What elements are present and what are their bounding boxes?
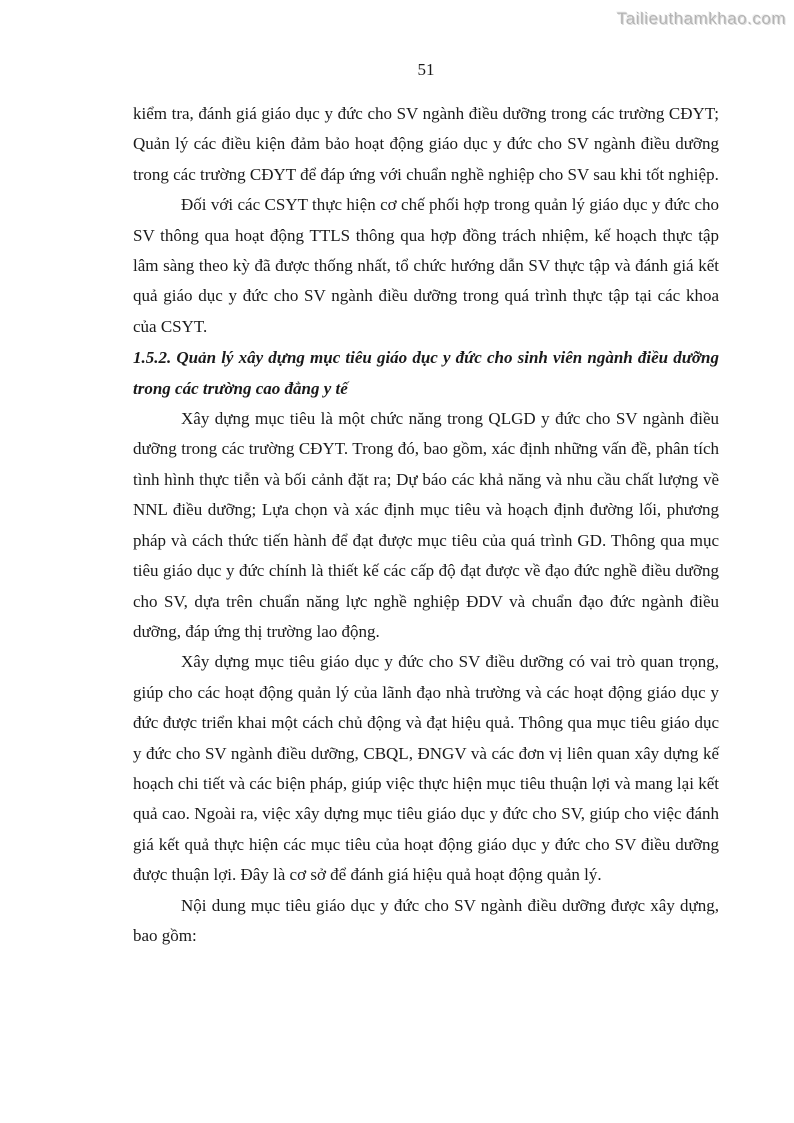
paragraph-csyt-coordination: Đối với các CSYT thực hiện cơ chế phối hợp trong quản lý giáo dục y đức cho SV thông qua hoạt động TTLS thông qua hợp đồng trách nhiệm, kế hoạch thực tập lâm sàng theo kỳ đã được thống nhất, tổ chức hướng dẫn SV thực tập và đánh giá kết quả giáo dục y đức cho SV ngành điều dưỡng trong quá trình thực tập tại các khoa của CSYT.: [133, 195, 719, 336]
paragraph-objective-function: Xây dựng mục tiêu là một chức năng trong QLGD y đức cho SV ngành điều dưỡng trong các trường CĐYT. Trong đó, bao gồm, xác định những vấn đề, phân tích tình hình thực tiễn và bối cảnh đặt ra; Dự báo các khả năng và nhu cầu chất lượng về NNL điều dưỡng; Lựa chọn và xác định mục tiêu và hoạch định đường lối, phương pháp và cách thức tiến hành để đạt được mục tiêu của quá trình GD. Thông qua mục tiêu giáo dục y đức chính là thiết kế các cấp độ đạt được về đạo đức nghề điều dưỡng cho SV, dựa trên chuẩn năng lực nghề nghiệp ĐDV và chuẩn đạo đức ngành điều dưỡng, đáp ứng thị trường lao động.: [133, 409, 719, 641]
paragraph-continuation: kiểm tra, đánh giá giáo dục y đức cho SV ngành điều dưỡng trong các trường CĐYT; Quản lý các điều kiện đảm bảo hoạt động giáo dục y đức cho SV ngành điều dưỡng trong các trường CĐYT để đáp ứng với chuẩn nghề nghiệp cho SV sau khi tốt nghiệp.: [133, 104, 719, 184]
paragraph-objective-role: Xây dựng mục tiêu giáo dục y đức cho SV điều dưỡng có vai trò quan trọng, giúp cho các hoạt động quản lý của lãnh đạo nhà trường và các hoạt động giáo dục y đức được triển khai một cách chủ động và đạt hiệu quả. Thông qua mục tiêu giáo dục y đức cho SV ngành điều dưỡng, CBQL, ĐNGV và các đơn vị liên quan xây dựng kế hoạch chi tiết và các biện pháp, giúp việc thực hiện mục tiêu thuận lợi và mang lại kết quả cao. Ngoài ra, việc xây dựng mục tiêu giáo dục y đức cho SV, giúp cho việc đánh giá kết quả thực hiện các mục tiêu của hoạt động giáo dục y đức cho SV điều dưỡng được thuận lợi. Đây là cơ sở để đánh giá hiệu quả hoạt động quản lý.: [133, 652, 719, 885]
document-body: [133, 99, 719, 951]
section-heading-1-5-2: 1.5.2. Quản lý xây dựng mục tiêu giáo dục y đức cho sinh viên ngành điều dưỡng trong các trường cao đẳng y tế: [133, 348, 719, 398]
paragraph-objective-content-intro: Nội dung mục tiêu giáo dục y đức cho SV ngành điều dưỡng được xây dựng, bao gồm:: [133, 895, 719, 945]
watermark-text: Tailieuthamkhao.com: [616, 9, 786, 28]
page-number: 51: [417, 60, 435, 79]
